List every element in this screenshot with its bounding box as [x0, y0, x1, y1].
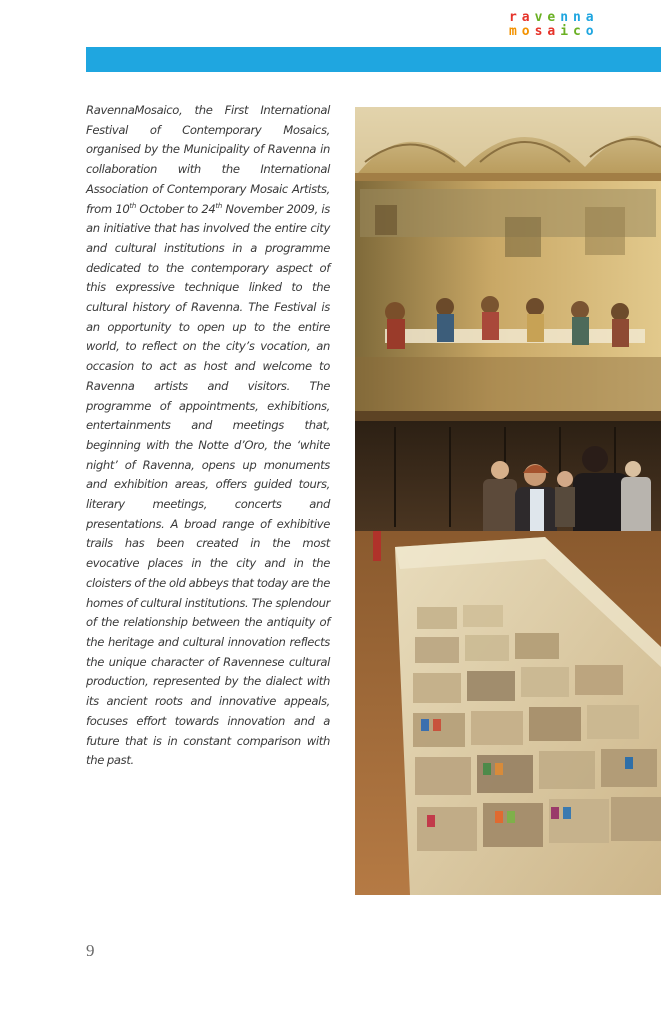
ordinal-suffix: th: [215, 201, 222, 210]
header-accent-bar: [86, 47, 661, 72]
logo-letter-1-5: n: [560, 10, 569, 25]
logo-letter-2-7: o: [585, 24, 594, 38]
logo-letter-1-7: a: [585, 10, 594, 25]
logo-letter-2-2: o: [521, 24, 530, 38]
article-text-part-3: November 2009, is an initiative that has involved the entire city and cultural institutions in a programme dedicated to the contemporary aspect of this expressive technique linked to the cultural history of Ravenna. The Festival is an opportunity to open up to the entire world, to reflect on the city’s vocation, an occasion to act as host and welcome to Ravenna artists and visitors. The programme of appointments, exhibitions, entertainments and meetings that, beginning with the Notte d’Oro, the ‘white night’ of Ravenna, opens up monuments and exhibition areas, offers guided tours, literary meetings, concerts and presentations. A broad range of exhibitive trails has been created in the most evocative places in the city and in the cloisters of the old abbeys that today are the homes of cultural institutions. The splendour of the relationship between the antiquity of the heritage and cultural innovation reflects the unique character of Ravennese cultural production, represented by the dialect with its ancient roots and innovative appeals, focuses effort towards innovation and a future that is in constant comparison with the past.: [86, 201, 330, 768]
article-body: [86, 101, 330, 771]
page-number: 9: [86, 941, 95, 960]
logo-letter-2-4: a: [547, 24, 556, 38]
logo-letter-1-2: a: [521, 10, 530, 25]
article-text-part-2: October to 24: [135, 201, 216, 216]
logo-letter-2-5: i: [560, 24, 569, 38]
exhibition-hall-photo: [355, 107, 661, 895]
logo-letter-2-6: c: [573, 24, 581, 38]
logo-letter-1-3: v: [534, 10, 543, 25]
ordinal-suffix: th: [129, 201, 136, 210]
logo-letter-1-4: e: [547, 10, 556, 25]
photo-illustration: [355, 107, 661, 895]
ravenna-mosaico-logo: [507, 10, 599, 38]
logo-letter-1-1: r: [509, 10, 517, 25]
article-text-part-1: RavennaMosaico, the First International Festival of Contemporary Mosaics, organised by the Municipality of Ravenna in collaboration with the International Association of Contemporary Mosaic Artists, from 10: [86, 103, 330, 216]
logo-letter-2-3: s: [534, 24, 543, 38]
logo-letter-2-1: m: [509, 24, 517, 38]
logo-mark: [507, 10, 599, 38]
logo-letter-1-6: n: [573, 10, 581, 25]
